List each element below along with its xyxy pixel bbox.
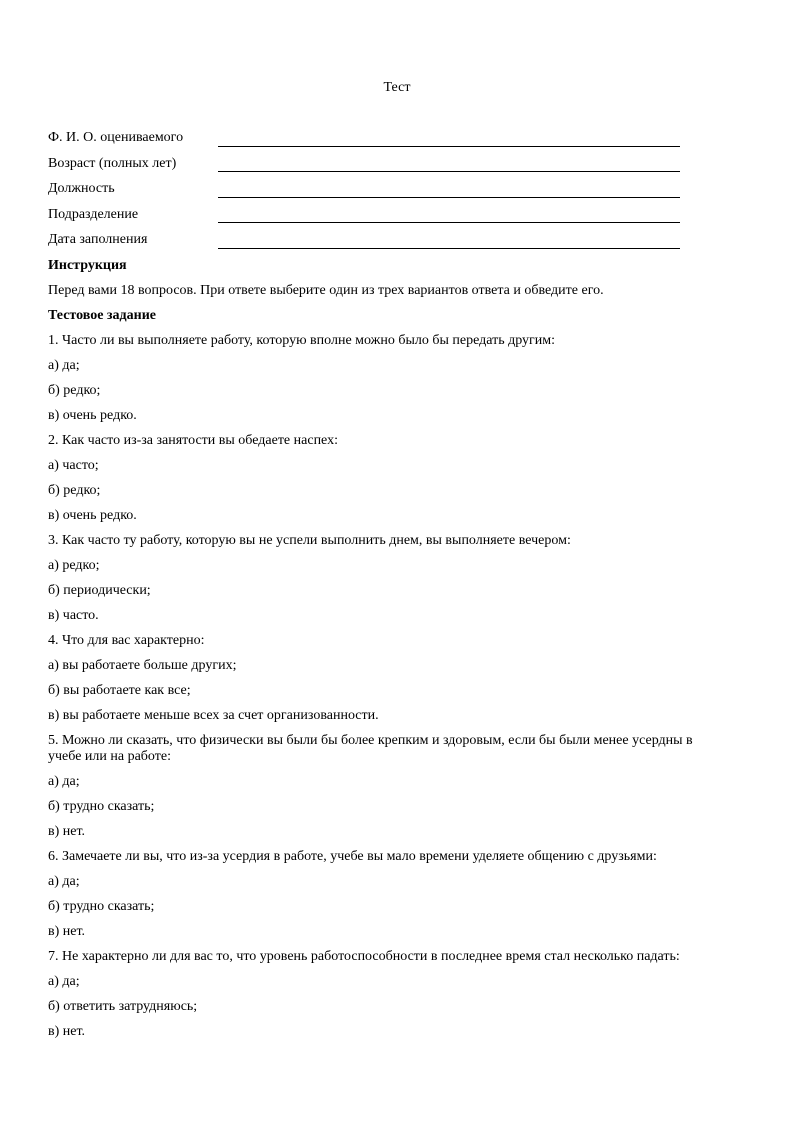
question-block	[48, 633, 720, 724]
answer-option[interactable]: в) вы работаете меньше всех за счет организованности.	[48, 708, 379, 723]
answer-option[interactable]: б) периодически;	[48, 583, 151, 598]
field-label: Возраст (полных лет)	[48, 155, 177, 171]
question-text: 4. Что для вас характерно:	[48, 633, 205, 648]
answer-option[interactable]: а) да;	[48, 358, 80, 373]
question-block	[48, 433, 720, 524]
form-row-department	[48, 207, 680, 233]
answer-option[interactable]: а) да;	[48, 874, 80, 889]
answer-option[interactable]: в) очень редко.	[48, 508, 137, 523]
department-line-field[interactable]	[218, 222, 680, 223]
form-row-position	[48, 181, 680, 207]
form-row-date	[48, 232, 680, 258]
question-text: 5. Можно ли сказать, что физически вы были бы более крепким и здоровым, если бы были менее усердны в учебе или на работе:	[48, 733, 693, 764]
answer-option[interactable]: в) нет.	[48, 1024, 86, 1039]
question-block	[48, 333, 720, 424]
name-line-field[interactable]	[218, 146, 680, 147]
answer-option[interactable]: а) да;	[48, 774, 80, 789]
answer-option[interactable]: в) очень редко.	[48, 408, 137, 423]
question-text: 2. Как часто из-за занятости вы обедаете наспех:	[48, 433, 338, 448]
instruction-text: Перед вами 18 вопросов. При ответе выберите один из трех вариантов ответа и обведите его.	[48, 283, 604, 298]
answer-option[interactable]: а) редко;	[48, 558, 100, 573]
date-line-field[interactable]	[218, 248, 680, 249]
answer-option[interactable]: б) ответить затрудняюсь;	[48, 999, 198, 1014]
field-label: Должность	[48, 181, 115, 196]
answer-option[interactable]: б) трудно сказать;	[48, 799, 155, 814]
position-line-field[interactable]	[218, 197, 680, 198]
answer-option[interactable]: в) нет.	[48, 824, 86, 839]
age-line-field[interactable]	[218, 171, 680, 172]
answer-option[interactable]: б) редко;	[48, 483, 101, 498]
question-block	[48, 733, 720, 840]
field-label: Подразделение	[48, 206, 139, 222]
question-text: 7. Не характерно ли для вас то, что уровень работоспособности в последнее время стал несколько падать:	[48, 949, 680, 964]
answer-option[interactable]: б) редко;	[48, 383, 101, 398]
answer-option[interactable]: а) вы работаете больше других;	[48, 658, 237, 673]
field-label: Дата заполнения	[48, 232, 148, 247]
question-block	[48, 949, 720, 1040]
answer-option[interactable]: в) часто.	[48, 608, 99, 623]
document-body	[48, 258, 720, 1049]
answer-option[interactable]: б) вы работаете как все;	[48, 683, 191, 698]
field-label: Ф. И. О. оцениваемого	[48, 130, 184, 145]
question-text: 1. Часто ли вы выполняете работу, которую вполне можно было бы передать другим:	[48, 333, 556, 348]
answer-option[interactable]: а) часто;	[48, 458, 99, 473]
instruction-heading: Инструкция	[48, 258, 127, 273]
question-block	[48, 533, 720, 624]
answer-option[interactable]: б) трудно сказать;	[48, 899, 155, 914]
test-heading: Тестовое задание	[48, 308, 156, 323]
form-row-age	[48, 156, 680, 182]
question-text: 6. Замечаете ли вы, что из-за усердия в работе, учебе вы мало времени уделяете общению с друзьями:	[48, 849, 657, 864]
question-text: 3. Как часто ту работу, которую вы не успели выполнить днем, вы выполняете вечером:	[48, 533, 571, 548]
question-block	[48, 849, 720, 940]
personal-info-form	[48, 130, 680, 258]
answer-option[interactable]: в) нет.	[48, 924, 86, 939]
form-row-name	[48, 130, 680, 156]
document-title: Тест	[383, 80, 411, 95]
answer-option[interactable]: а) да;	[48, 974, 80, 989]
